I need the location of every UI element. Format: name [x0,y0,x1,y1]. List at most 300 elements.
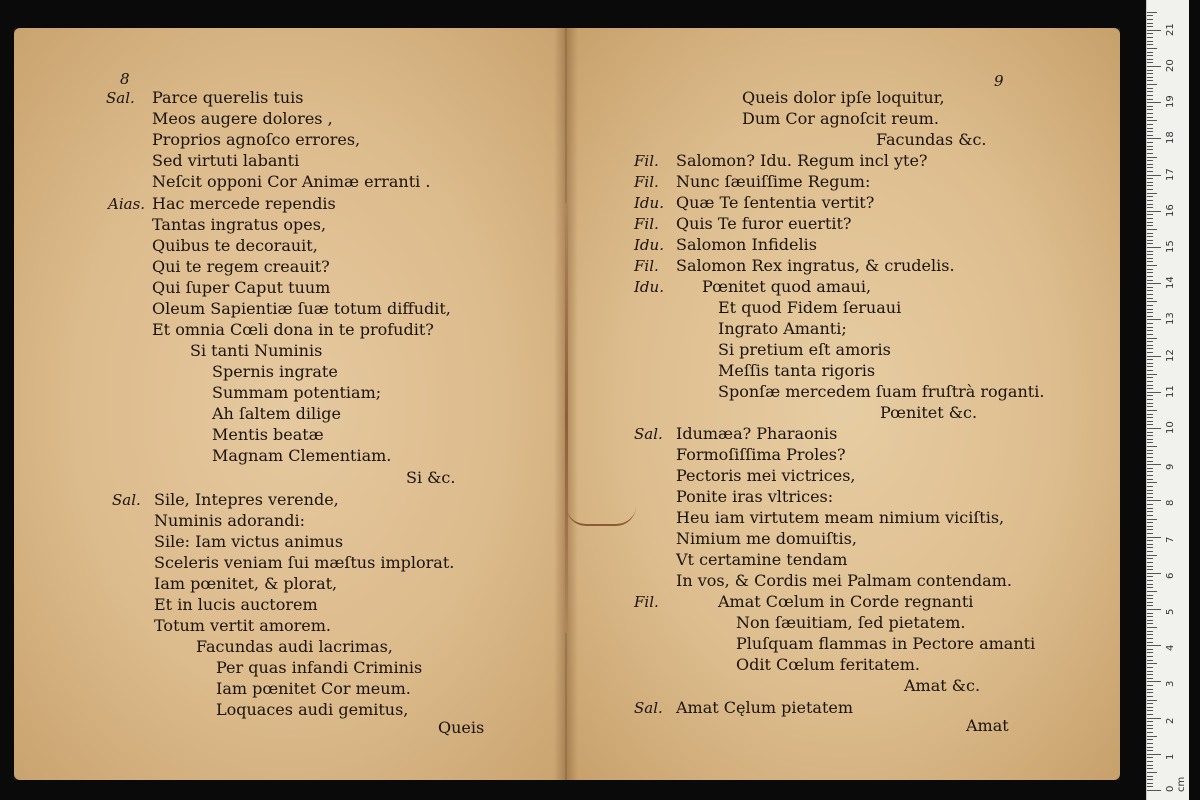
ruler-tick [1147,243,1153,244]
ruler-tick [1147,681,1161,682]
right-text-line: Pœnitet &c. [880,403,978,422]
ruler-tick [1147,41,1153,42]
ruler-tick [1147,468,1153,469]
left-text-line: Magnam Clementiam. [212,446,392,465]
left-text-line: Sed virtuti labanti [152,151,300,170]
left-text-line: Per quas infandi Criminis [216,658,423,677]
ruler-tick [1147,714,1153,715]
ruler-tick [1147,95,1153,96]
right-text-line: Salomon Rex ingratus, & crudelis. [676,256,955,275]
ruler-tick [1147,519,1157,520]
ruler-tick [1147,359,1153,360]
ruler-tick [1147,685,1153,686]
ruler-tick [1147,272,1153,273]
ruler-tick [1147,547,1153,548]
ruler-tick [1147,663,1157,664]
ruler-tick [1147,728,1153,729]
right-text-line: Si pretium eſt amoris [718,340,891,359]
ruler-tick [1147,167,1153,168]
ruler-tick [1147,80,1153,81]
ruler-tick [1147,330,1153,331]
right-page-number: 9 [994,72,1004,90]
ruler-tick [1147,149,1153,150]
ruler-tick [1147,432,1153,433]
ruler-tick [1147,196,1153,197]
ruler-tick [1147,642,1153,643]
ruler-tick [1147,135,1153,136]
ruler-tick [1147,747,1153,748]
ruler-tick [1147,497,1153,498]
ruler-tick [1147,551,1153,552]
left-text-line: Neſcit opponi Cor Animæ erranti . [152,172,431,191]
ruler-tick [1147,392,1161,393]
ruler-tick [1147,131,1153,132]
left-text-line: Parce querelis tuis [152,88,304,107]
ruler-tick [1147,142,1153,143]
ruler-tick [1147,450,1153,451]
right-speaker: Fil. [634,257,659,275]
ruler-tick [1147,345,1153,346]
ruler-tick [1147,214,1153,215]
right-text-line: Nimium me domuiſtis, [676,529,857,548]
ruler-label: 12 [1165,348,1176,362]
ruler-tick [1147,84,1157,85]
ruler-tick [1147,26,1153,27]
ruler-tick [1147,52,1153,53]
right-text-line: Meſſis tanta rigoris [718,361,876,380]
ruler-tick [1147,23,1153,24]
ruler-label: 4 [1165,644,1176,652]
ruler-tick [1147,377,1153,378]
ruler-tick [1147,175,1161,176]
left-speaker: Sal. [106,89,135,107]
ruler-tick [1147,428,1161,429]
ruler-tick [1147,406,1153,407]
right-text-line: Ponite iras vltrices: [676,487,834,506]
left-text-line: Et omnia Cœli dona in te profudit? [152,320,434,339]
right-text-line: Dum Cor agnoſcit reum. [742,109,939,128]
ruler-tick [1147,533,1153,534]
ruler-tick [1147,750,1153,751]
ruler-tick [1147,649,1153,650]
ruler-tick [1147,381,1153,382]
ruler-tick [1147,732,1153,733]
right-speaker: Sal. [634,425,663,443]
right-text-line: Vt certamine tendam [676,550,848,569]
ruler-tick [1147,725,1153,726]
ruler-tick [1147,674,1153,675]
ruler-label: 6 [1165,572,1176,579]
ruler-tick [1147,178,1153,179]
ruler-tick [1147,388,1153,389]
left-speaker: Aias. [108,195,146,213]
ruler-tick [1147,109,1153,110]
ruler-tick [1147,164,1153,165]
ruler-tick [1147,786,1153,787]
left-text-line: Sceleris veniam ſui mæſtus implorat. [154,553,455,572]
ruler-tick [1147,247,1161,248]
right-speaker: Fil. [634,215,659,233]
ruler-tick [1147,671,1153,672]
ruler-tick [1147,739,1153,740]
ruler-tick [1147,768,1153,769]
ruler-tick [1147,316,1153,317]
ruler-tick [1147,189,1153,190]
ruler-tick [1147,576,1153,577]
left-text-line: Loquaces audi gemitus, [216,700,409,719]
right-text-line: Quæ Te ſententia vertit? [676,193,875,212]
right-catchword: Amat [966,716,1009,735]
ruler-tick [1147,233,1153,234]
ruler-tick [1147,258,1153,259]
right-text-line: Facundas &c. [876,130,987,149]
ruler-tick [1147,261,1153,262]
ruler-tick [1147,62,1153,63]
ruler-tick [1147,776,1153,777]
ruler-tick [1147,620,1153,621]
ruler-tick [1147,229,1157,230]
ruler-tick [1147,595,1153,596]
ruler-label: 14 [1165,276,1176,290]
ruler-tick [1147,200,1153,201]
right-text-line: Salomon Infidelis [676,235,817,254]
ruler-tick [1147,540,1153,541]
left-text-line: Oleum Sapientiæ ſuæ totum diffudit, [152,299,451,318]
ruler-tick [1147,479,1153,480]
ruler-label: 5 [1165,608,1176,615]
ruler-tick [1147,591,1157,592]
ruler-tick [1147,66,1161,67]
left-text-line: Sile: Iam victus animus [154,532,344,551]
ruler-tick [1147,421,1153,422]
ruler-tick [1147,757,1153,758]
left-speaker: Sal. [112,491,141,509]
ruler-tick [1147,225,1153,226]
ruler-tick [1147,113,1153,114]
left-text-line: Iam pœnitet, & plorat, [154,574,338,593]
ruler-tick [1147,584,1153,585]
binding-thread-loop [566,506,636,526]
ruler-tick [1147,157,1157,158]
ruler-tick [1147,515,1153,516]
left-text-line: Totum vertit amorem. [154,616,331,635]
right-text-line: Amat &c. [904,676,981,695]
ruler-tick [1147,15,1153,16]
ruler-tick [1147,442,1153,443]
ruler-tick [1147,511,1153,512]
ruler-label: 13 [1165,312,1176,326]
ruler-tick [1147,276,1153,277]
ruler-tick [1147,120,1157,121]
ruler-tick [1147,146,1153,147]
ruler-tick [1147,558,1153,559]
ruler-tick [1147,70,1153,71]
ruler-tick [1147,403,1153,404]
ruler-tick [1147,656,1153,657]
ruler-tick [1147,616,1153,617]
ruler-tick [1147,580,1153,581]
right-text-line: Quis Te furor euertit? [676,214,852,233]
ruler-label: 16 [1165,204,1176,217]
ruler-label: 7 [1165,536,1176,543]
left-text-line: Spernis ingrate [212,362,338,381]
ruler-tick [1147,91,1153,92]
ruler-tick [1147,207,1153,208]
ruler-tick [1147,30,1161,31]
right-text-line: Amat Cœlum in Corde regnanti [718,592,974,611]
left-text-line: Qui te regem creauit? [152,257,330,276]
ruler-tick [1147,395,1153,396]
ruler-tick [1147,399,1153,400]
ruler-tick [1147,305,1153,306]
ruler-tick [1147,689,1153,690]
ruler-tick [1147,338,1157,339]
ruler-tick [1147,587,1153,588]
ruler-tick [1147,692,1153,693]
ruler-tick [1147,703,1153,704]
ruler-tick [1147,562,1153,563]
right-text-line: Sponſæ mercedem ſuam fruſtrà roganti. [718,382,1045,401]
ruler-tick [1147,700,1157,701]
right-text-line: Nunc ſæuiſſime Regum: [676,172,871,191]
left-text-line: Tantas ingratus opes, [152,215,327,234]
ruler-tick [1147,385,1153,386]
ruler-label: 0 cm [1165,776,1187,792]
ruler-tick [1147,102,1161,103]
ruler-tick [1147,605,1153,606]
ruler-tick [1147,446,1157,447]
left-text-line: Si tanti Numinis [190,341,323,360]
ruler-label: 10 [1165,421,1176,434]
right-speaker: Fil. [634,152,659,170]
ruler-tick [1147,660,1153,661]
right-text-line: Idumæa? Pharaonis [676,424,838,443]
right-text-line: Salomon? Idu. Regum incl yte? [676,151,928,170]
right-page [566,28,1120,780]
left-text-line: Mentis beatæ [212,425,324,444]
ruler-tick [1147,493,1153,494]
right-speaker: Idu. [634,236,664,254]
right-text-line: Ingrato Amanti; [718,319,847,338]
left-text-line: Facundas audi lacrimas, [196,637,393,656]
ruler-tick [1147,99,1153,100]
ruler-tick [1147,236,1153,237]
ruler-tick [1147,77,1153,78]
ruler-tick [1147,609,1161,610]
ruler-tick [1147,457,1153,458]
ruler-tick [1147,500,1161,501]
ruler-tick [1147,128,1153,129]
ruler-tick [1147,370,1153,371]
ruler-tick [1147,652,1153,653]
ruler-tick [1147,707,1153,708]
ruler-tick [1147,678,1153,679]
ruler-tick [1147,37,1153,38]
ruler-tick [1147,204,1153,205]
ruler-tick [1147,59,1153,60]
measuring-ruler [1146,0,1189,800]
ruler-tick [1147,555,1157,556]
ruler-tick [1147,631,1153,632]
ruler-tick [1147,287,1153,288]
ruler-tick [1147,602,1153,603]
ruler-tick [1147,309,1153,310]
ruler-tick [1147,598,1153,599]
ruler-label: 21 [1165,23,1176,36]
ruler-tick [1147,341,1153,342]
ruler-tick [1147,124,1153,125]
ruler-tick [1147,743,1153,744]
left-text-line: Summam potentiam; [212,383,382,402]
ruler-tick [1147,374,1157,375]
ruler-tick [1147,193,1157,194]
ruler-tick [1147,544,1153,545]
binding-thread [565,203,568,633]
open-book [14,28,1120,780]
ruler-tick [1147,754,1161,755]
ruler-tick [1147,254,1153,255]
ruler-label: 15 [1165,240,1176,253]
ruler-tick [1147,55,1153,56]
right-text-line: Pectoris mei victrices, [676,466,856,485]
ruler-tick [1147,280,1153,281]
ruler-tick [1147,160,1153,161]
ruler-tick [1147,301,1157,302]
right-speaker: Fil. [634,173,659,191]
ruler-tick [1147,482,1157,483]
ruler-label: 18 [1165,131,1176,145]
right-text-line: Pluſquam flammas in Pectore amanti [736,634,1036,653]
ruler-tick [1147,718,1161,719]
ruler-label: 1 [1165,753,1176,760]
ruler-tick [1147,736,1157,737]
ruler-tick [1147,627,1157,628]
ruler-tick [1147,537,1161,538]
ruler-tick [1147,613,1153,614]
ruler-tick [1147,153,1153,154]
ruler-tick [1147,366,1153,367]
ruler-tick [1147,298,1153,299]
ruler-tick [1147,566,1153,567]
ruler-tick [1147,211,1161,212]
left-text-line: Hac mercede rependis [152,194,336,213]
ruler-tick [1147,475,1153,476]
ruler-tick [1147,312,1153,313]
ruler-tick [1147,569,1153,570]
ruler-tick [1147,490,1153,491]
left-text-line: Et in lucis auctorem [154,595,318,614]
ruler-tick [1147,138,1161,139]
ruler-tick [1147,417,1153,418]
ruler-tick [1147,363,1153,364]
ruler-tick [1147,471,1153,472]
ruler-tick [1147,410,1157,411]
left-text-line: Si &c. [406,468,456,487]
right-speaker: Idu. [634,278,664,296]
right-text-line: Queis dolor ipſe loquitur, [742,88,945,107]
ruler-label: 19 [1165,95,1176,109]
ruler-tick [1147,721,1153,722]
ruler-tick [1147,48,1157,49]
left-text-line: Iam pœnitet Cor meum. [216,679,411,698]
ruler-tick [1147,772,1157,773]
right-text-line: Heu iam virtutem meam nimium viciſtis, [676,508,1005,527]
left-text-line: Numinis adorandi: [154,511,305,530]
right-text-line: Odit Cœlum feritatem. [736,655,921,674]
right-text-line: Non ſæuitiam, ſed pietatem. [736,613,966,632]
ruler-tick [1147,106,1153,107]
right-text-line: Formoſiſſima Proles? [676,445,846,464]
ruler-tick [1147,667,1153,668]
ruler-tick [1147,352,1153,353]
ruler-tick [1147,171,1153,172]
ruler-tick [1147,779,1153,780]
ruler-tick [1147,334,1153,335]
ruler-label: 11 [1165,385,1176,398]
ruler-tick [1147,290,1153,291]
left-text-line: Sile, Intepres verende, [154,490,339,509]
ruler-tick [1147,464,1161,465]
left-text-line: Proprios agnoſco errores, [152,130,361,149]
ruler-tick [1147,634,1153,635]
ruler-label: 3 [1165,681,1176,688]
ruler-tick [1147,356,1161,357]
ruler-tick [1147,19,1153,20]
ruler-tick [1147,508,1153,509]
ruler-tick [1147,283,1161,284]
ruler-tick [1147,44,1153,45]
right-text-line: In vos, & Cordis mei Palmam contendam. [676,571,1012,590]
right-speaker: Fil. [634,593,659,611]
ruler-tick [1147,790,1161,791]
right-text-line: Amat Cęlum pietatem [676,698,854,717]
left-text-line: Ah ſaltem dilige [212,404,341,423]
ruler-tick [1147,696,1153,697]
ruler-tick [1147,435,1153,436]
left-page-number: 8 [120,70,130,88]
ruler-tick [1147,761,1153,762]
right-text-line: Pœnitet quod amaui, [702,277,872,296]
ruler-tick [1147,182,1153,183]
ruler-tick [1147,73,1153,74]
ruler-tick [1147,522,1153,523]
ruler-label: 2 [1165,717,1176,724]
left-text-line: Quibus te decorauit, [152,236,318,255]
ruler-tick [1147,765,1153,766]
ruler-label: 20 [1165,59,1176,72]
ruler-tick [1147,638,1153,639]
ruler-tick [1147,783,1153,784]
ruler-tick [1147,294,1153,295]
ruler-tick [1147,269,1153,270]
ruler-label: 9 [1165,463,1176,471]
left-text-line: Meos augere dolores , [152,109,333,128]
ruler-tick [1147,327,1153,328]
ruler-tick [1147,319,1161,320]
ruler-tick [1147,240,1153,241]
left-page [14,28,566,780]
ruler-tick [1147,424,1153,425]
ruler-tick [1147,218,1153,219]
ruler-tick [1147,33,1153,34]
ruler-tick [1147,88,1153,89]
ruler-tick [1147,645,1161,646]
ruler-tick [1147,414,1153,415]
ruler-label: 8 [1165,500,1176,507]
ruler-tick [1147,623,1153,624]
ruler-tick [1147,529,1153,530]
ruler-tick [1147,185,1153,186]
